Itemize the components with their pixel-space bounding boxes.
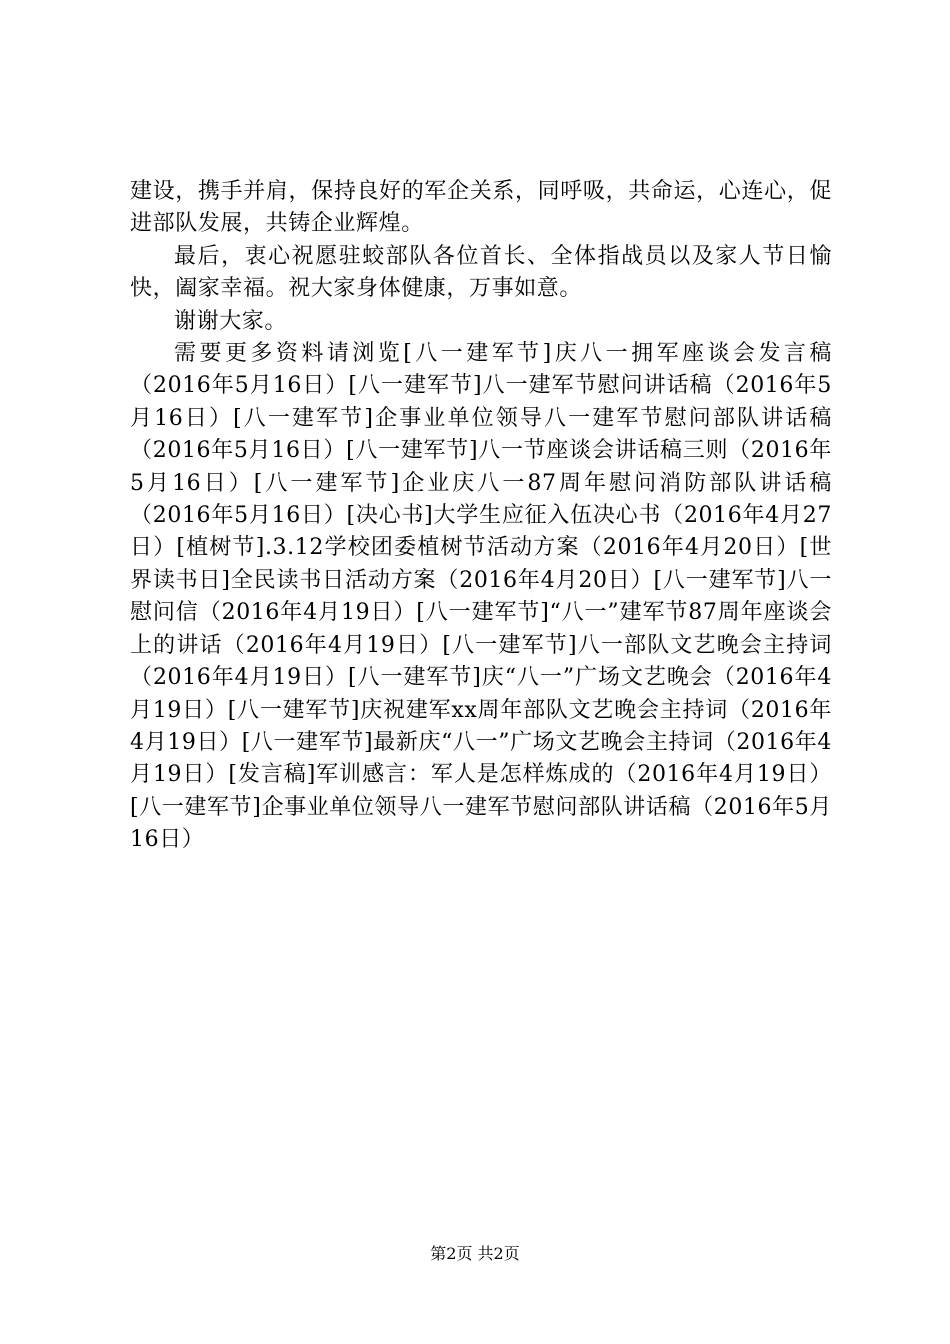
paragraph-continuation: 建设，携手并肩，保持良好的军企关系，同呼吸，共命运，心连心，促进部队发展，共铸企业辉煌。 bbox=[130, 179, 832, 237]
document-body bbox=[130, 176, 832, 857]
paragraph-closing-wishes: 最后，衷心祝愿驻蛟部队各位首长、全体指战员以及家人节日愉快，阖家幸福。祝大家身体健康，万事如意。 bbox=[130, 243, 832, 302]
paragraph-thanks: 谢谢大家。 bbox=[174, 308, 288, 334]
paragraph-more-resources: 需要更多资料请浏览[八一建军节]庆八一拥军座谈会发言稿（2016年5月16日）[八一建军节]八一建军节慰问讲话稿（2016年5月16日）[八一建军节]企事业单位领导八一建军节慰问部队讲话稿（2016年5月16日）[八一建军节]八一节座谈会讲话稿三则（2016年5月16日）[八一建军节]企业庆八一87周年慰问消防部队讲话稿（2016年5月16日）[决心书]大学生应征入伍决心书（2016年4月27日）[植树节].3.12学校团委植树节活动方案（2016年4月20日）[世界读书日]全民读书日活动方案（2016年4月20日）[八一建军节]八一慰问信（2016年4月19日）[八一建军节]“八一”建军节87周年座谈会上的讲话（2016年4月19日）[八一建军节]八一部队文艺晚会主持词（2016年4月19日）[八一建军节]庆“八一”广场文艺晚会（2016年4月19日）[八一建军节]庆祝建军xx周年部队文艺晚会主持词（2016年4月19日）[八一建军节]最新庆“八一”广场文艺晚会主持词（2016年4月19日）[发言稿]军训感言：军人是怎样炼成的（2016年4月19日）[八一建军节]企事业单位领导八一建军节慰问部队讲话稿（2016年5月16日） bbox=[130, 341, 832, 853]
page-footer: 第2页 共2页 bbox=[430, 1244, 520, 1263]
